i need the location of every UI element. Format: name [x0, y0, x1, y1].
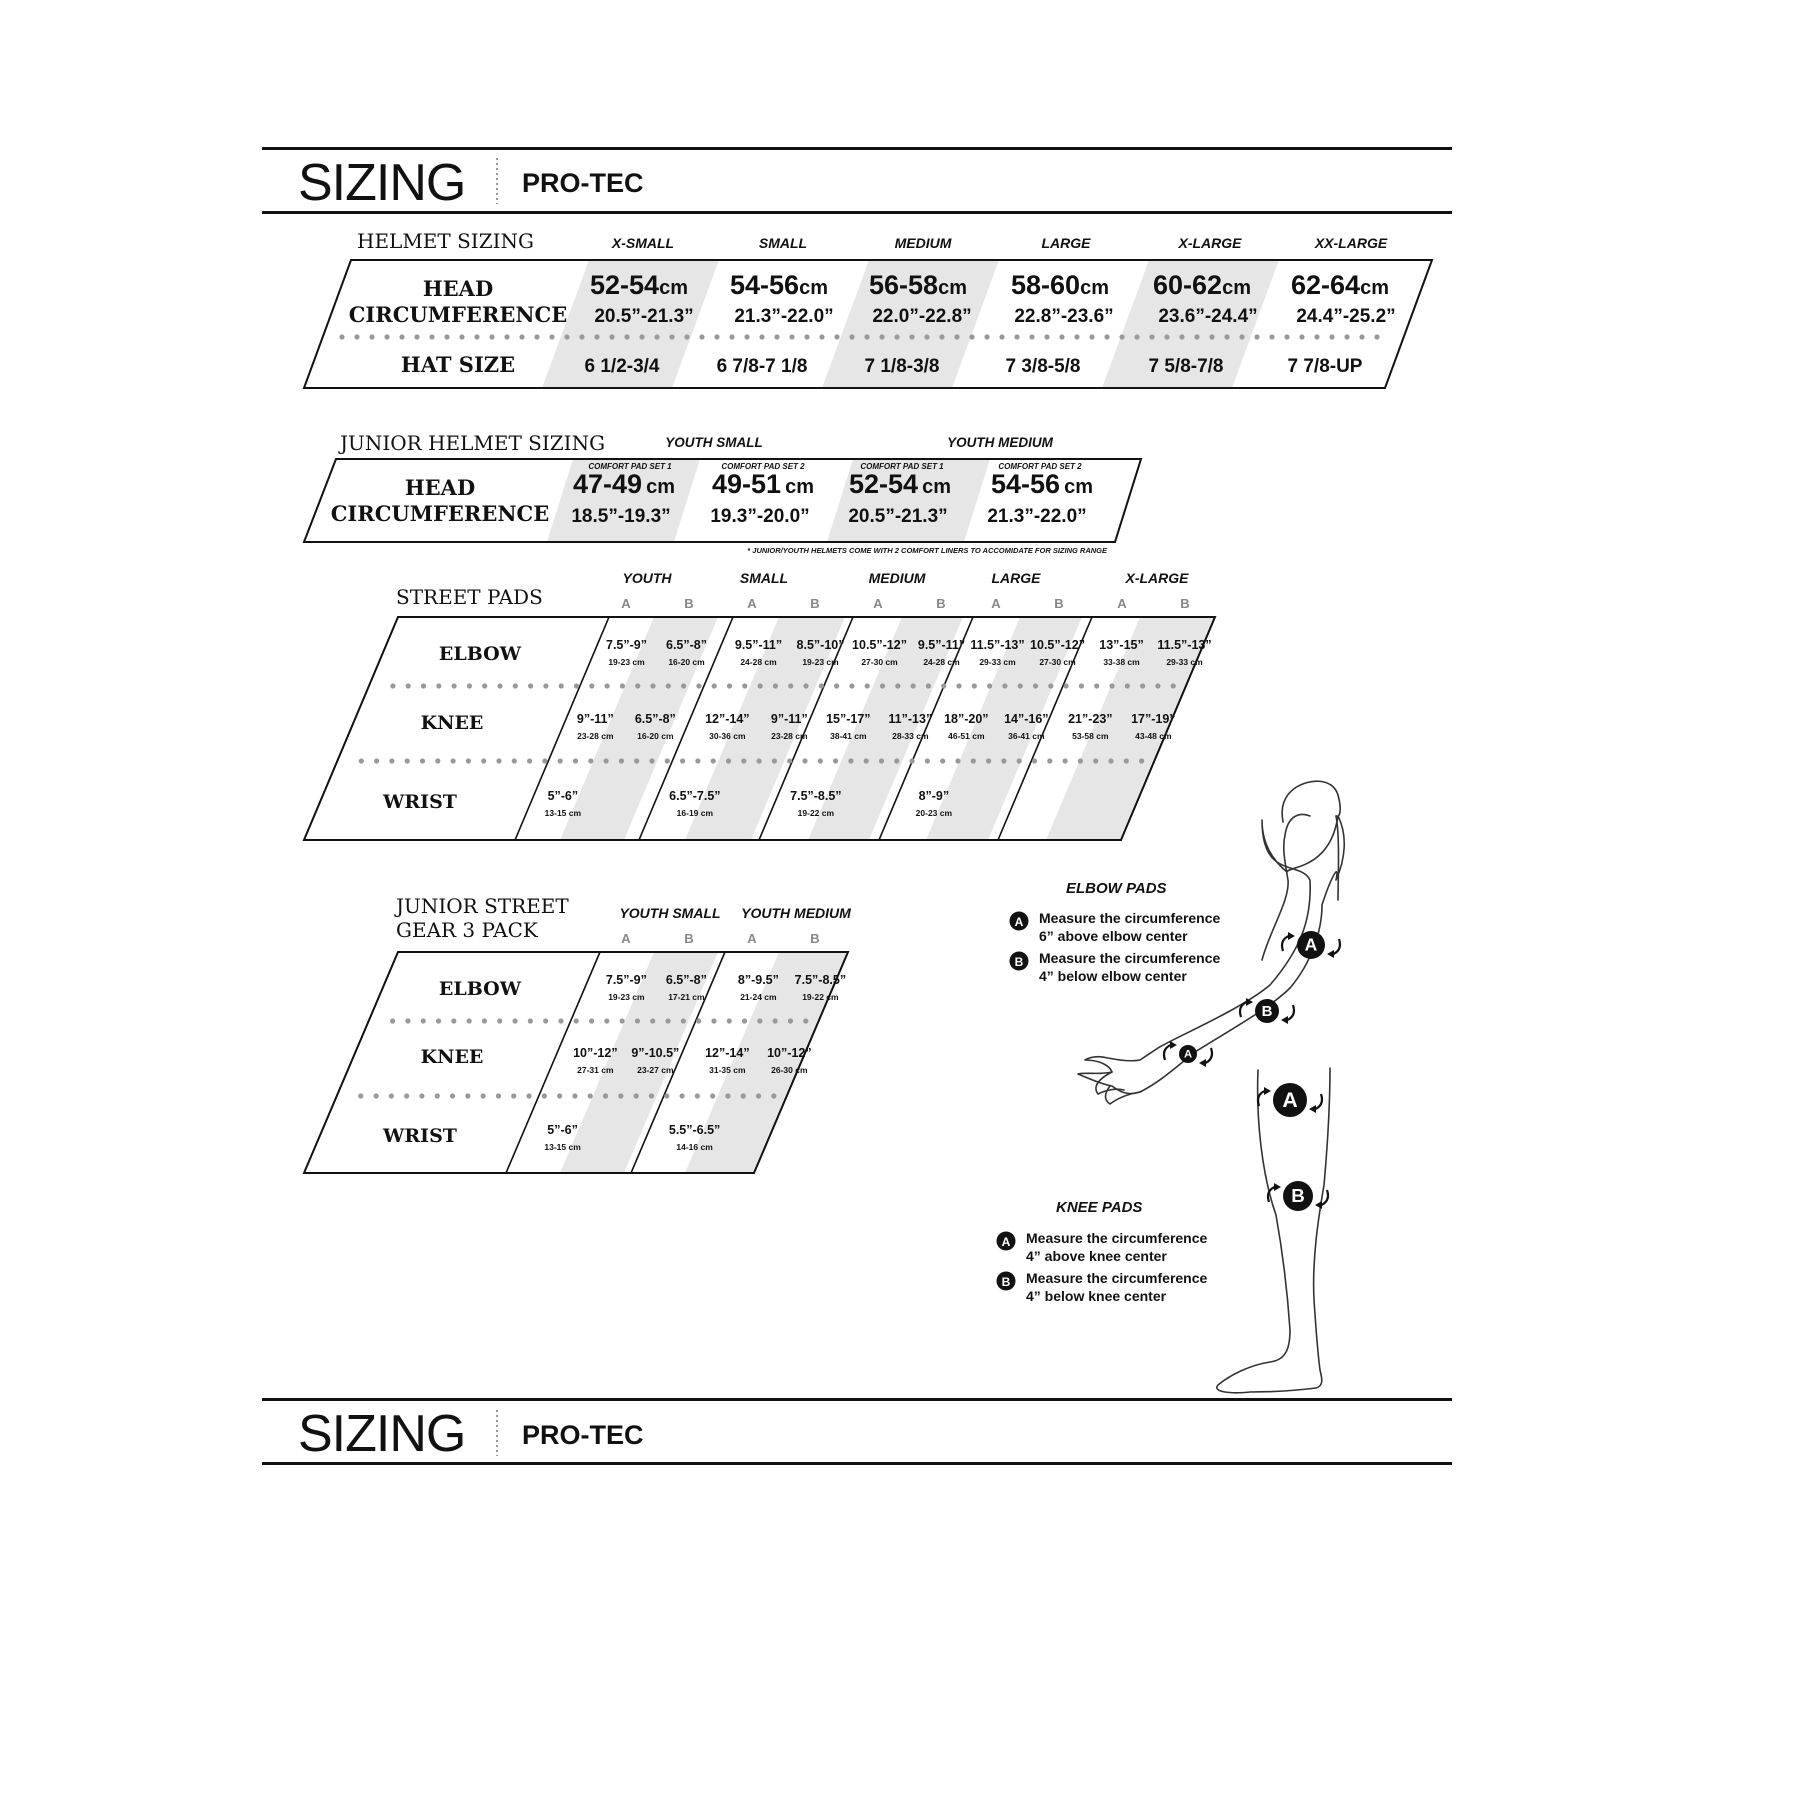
- badge-letter: A: [1183, 1048, 1193, 1061]
- helmet-cm-unit: cm: [659, 277, 688, 299]
- elbow-guide-title: ELBOW PADS: [1066, 880, 1167, 897]
- street-pads-elbow-cm: 24-28 cm: [923, 657, 960, 667]
- header-logo: PRO-TEC: [522, 168, 644, 198]
- badge-letter: A: [1014, 915, 1024, 929]
- elbow-guide-a-line1: Measure the circumference: [1039, 910, 1221, 926]
- comfort-pad-label: COMFORT PAD SET 2: [998, 462, 1082, 471]
- leg-outline-icon: [1217, 1068, 1330, 1393]
- street-pads-wrist-cm: 16-19 cm: [676, 808, 714, 818]
- junior-street-elbow-cm: 21-24 cm: [740, 992, 777, 1002]
- knee-guide-b-line1: Measure the circumference: [1026, 1270, 1208, 1286]
- helmet-hat-size: 7 5/8-7/8: [1148, 356, 1224, 377]
- elbow-guide-b-line1: Measure the circumference: [1039, 950, 1221, 966]
- street-pads-col-b-label: B: [936, 596, 946, 611]
- junior-street-title-b: GEAR 3 PACK: [396, 918, 538, 942]
- badge-letter: B: [1261, 1002, 1273, 1020]
- street-pads-knee-inch: 6.5”-8”: [634, 712, 676, 726]
- junior-street-wrist-cm: 14-16 cm: [676, 1142, 713, 1152]
- junior-helmet-cm-range: 52-54: [849, 469, 919, 499]
- street-pads-elbow-inch: 10.5”-12”: [852, 638, 907, 652]
- street-pads-elbow-inch: 9.5”-11”: [734, 638, 783, 652]
- helmet-cm-range: 56-58: [869, 270, 939, 300]
- street-pads-knee-cm: 36-41 cm: [1008, 731, 1045, 741]
- junior-helmet-label-b: CIRCUMFERENCE: [330, 501, 550, 526]
- junior-street-elbow-inch: 7.5”-8.5”: [794, 973, 847, 987]
- helmet-size-header: X-LARGE: [1178, 235, 1242, 251]
- badge-letter: A: [1001, 1235, 1011, 1249]
- junior-street-wrist-cm: 13-15 cm: [544, 1142, 581, 1152]
- badge-letter: A: [1304, 934, 1318, 955]
- knee-guide: [997, 1199, 1208, 1304]
- street-pads-knee-inch: 9”-11”: [576, 712, 614, 726]
- helmet-cm-unit: cm: [1222, 277, 1251, 299]
- street-pads-knee-cm: 30-36 cm: [709, 731, 746, 741]
- junior-street-elbow-cm: 19-22 cm: [802, 992, 839, 1002]
- junior-helmet-cm-unit: cm: [785, 476, 814, 498]
- junior-helmet-section: [304, 431, 1141, 555]
- junior-helmet-cm-range: 54-56: [991, 469, 1061, 499]
- street-pads-elbow-cm: 33-38 cm: [1103, 657, 1140, 667]
- helmet-cm-unit: cm: [799, 277, 828, 299]
- street-pads-knee-inch: 18”-20”: [944, 712, 989, 726]
- arm-badge-a-icon: [1282, 931, 1340, 959]
- street-pads-wrist-inch: 8”-9”: [918, 789, 950, 803]
- street-pads-knee-cm: 16-20 cm: [637, 731, 674, 741]
- street-pads-knee-cm: 38-41 cm: [830, 731, 867, 741]
- junior-street-knee-cm: 23-27 cm: [637, 1065, 674, 1075]
- junior-street-knee-inch: 10”-12”: [767, 1046, 812, 1060]
- helmet-row2-label: HAT SIZE: [400, 352, 516, 377]
- street-pads-elbow-cm: 29-33 cm: [1166, 657, 1203, 667]
- junior-helmet-inch-range: 21.3”-22.0”: [987, 506, 1087, 527]
- street-pads-row-label: KNEE: [420, 712, 484, 734]
- street-pads-elbow-cm: 27-30 cm: [1039, 657, 1076, 667]
- knee-guide-b-line2: 4” below knee center: [1026, 1288, 1167, 1304]
- junior-helmet-title: JUNIOR HELMET SIZING: [340, 431, 606, 455]
- helmet-row1-label-a: HEAD: [422, 276, 494, 301]
- junior-street-row-label: KNEE: [420, 1046, 484, 1068]
- street-pads-elbow-cm: 16-20 cm: [668, 657, 705, 667]
- street-pads-section: [304, 570, 1215, 840]
- helmet-size-header: X-SMALL: [611, 235, 675, 251]
- knee-guide-a-line2: 4” above knee center: [1026, 1248, 1167, 1264]
- street-pads-elbow-cm: 19-23 cm: [608, 657, 645, 667]
- junior-street-col-b-label: B: [810, 931, 820, 946]
- junior-helmet-inch-range: 20.5”-21.3”: [848, 506, 948, 527]
- helmet-title: HELMET SIZING: [357, 229, 534, 253]
- helmet-cm-value: [1011, 270, 1109, 300]
- junior-helmet-cm-value: [712, 469, 814, 499]
- street-pads-col-b-label: B: [1054, 596, 1064, 611]
- junior-street-elbow-cm: 19-23 cm: [608, 992, 645, 1002]
- street-pads-col-a-label: A: [991, 596, 1001, 611]
- street-pads-col-b-label: B: [810, 596, 820, 611]
- junior-street-wrist-inch: 5.5”-6.5”: [668, 1123, 721, 1137]
- knee-guide-item-a: [997, 1230, 1208, 1264]
- helmet-inch-range: 21.3”-22.0”: [734, 306, 834, 327]
- helmet-hat-size: 6 1/2-3/4: [584, 356, 660, 377]
- helmet-cm-range: 54-56: [730, 270, 800, 300]
- street-pads-knee-cm: 43-48 cm: [1135, 731, 1172, 741]
- helmet-size-header: SMALL: [758, 235, 808, 251]
- junior-street-elbow-cm: 17-21 cm: [668, 992, 705, 1002]
- street-pads-elbow-cm: 24-28 cm: [740, 657, 777, 667]
- street-pads-col-b-label: B: [684, 596, 694, 611]
- helmet-cm-value: [1291, 270, 1389, 300]
- junior-street-knee-inch: 12”-14”: [705, 1046, 750, 1060]
- junior-helmet-label-a: HEAD: [404, 475, 476, 500]
- top-header: [262, 147, 1452, 214]
- street-pads-title: STREET PADS: [396, 585, 543, 609]
- junior-helmet-inch-range: 19.3”-20.0”: [710, 506, 810, 527]
- helmet-inch-range: 22.0”-22.8”: [872, 306, 972, 327]
- street-pads-elbow-inch: 11.5”-13”: [1157, 638, 1212, 652]
- street-pads-elbow-inch: 10.5”-12”: [1030, 638, 1085, 652]
- helmet-cm-value: [730, 270, 828, 300]
- street-pads-knee-inch: 15”-17”: [826, 712, 871, 726]
- street-pads-wrist-cm: 20-23 cm: [915, 808, 953, 818]
- junior-street-elbow-inch: 8”-9.5”: [737, 973, 779, 987]
- knee-badge-a-icon: [1258, 1083, 1322, 1117]
- helmet-size-header: XX-LARGE: [1314, 235, 1388, 251]
- helmet-cm-range: 62-64: [1291, 270, 1361, 300]
- helmet-sizing-section: [304, 229, 1432, 388]
- junior-street-knee-cm: 26-30 cm: [771, 1065, 808, 1075]
- comfort-pad-label: COMFORT PAD SET 1: [588, 462, 672, 471]
- helmet-size-header: MEDIUM: [894, 235, 952, 251]
- helmet-inch-range: 20.5”-21.3”: [594, 306, 694, 327]
- junior-street-row-label: ELBOW: [438, 978, 522, 1000]
- elbow-guide-a-line2: 6” above elbow center: [1039, 928, 1188, 944]
- badge-letter: B: [1291, 1185, 1305, 1206]
- street-pads-knee-cm: 28-33 cm: [892, 731, 929, 741]
- helmet-cm-unit: cm: [1360, 277, 1389, 299]
- street-pads-elbow-inch: 9.5”-11”: [917, 638, 966, 652]
- badge-letter: B: [1001, 1275, 1011, 1289]
- comfort-pad-label: COMFORT PAD SET 2: [721, 462, 805, 471]
- street-pads-knee-cm: 23-28 cm: [771, 731, 808, 741]
- helmet-inch-range: 24.4”-25.2”: [1296, 306, 1396, 327]
- street-pads-col-a-label: A: [621, 596, 631, 611]
- junior-helmet-cm-range: 49-51: [712, 469, 782, 499]
- street-pads-col-a-label: A: [747, 596, 757, 611]
- street-pads-wrist-cm: 13-15 cm: [544, 808, 582, 818]
- helmet-hat-size: 7 7/8-UP: [1287, 356, 1363, 377]
- header-title: SIZING: [298, 154, 466, 212]
- comfort-pad-label: COMFORT PAD SET 1: [860, 462, 944, 471]
- street-pads-wrist-inch: 6.5”-7.5”: [669, 789, 721, 803]
- helmet-cm-range: 60-62: [1153, 270, 1223, 300]
- street-pads-elbow-inch: 13”-15”: [1099, 638, 1144, 652]
- knee-guide-item-b: [997, 1270, 1208, 1304]
- junior-street-knee-inch: 10”-12”: [573, 1046, 618, 1060]
- street-pads-wrist-inch: 7.5”-8.5”: [790, 789, 842, 803]
- junior-helmet-group-header: YOUTH MEDIUM: [947, 435, 1053, 450]
- junior-street-size-header: YOUTH MEDIUM: [741, 905, 851, 921]
- street-pads-elbow-cm: 29-33 cm: [979, 657, 1016, 667]
- elbow-guide-item-a: [1010, 910, 1221, 944]
- footer-title: SIZING: [298, 1405, 466, 1463]
- street-pads-row-label: ELBOW: [438, 643, 522, 665]
- badge-letter: B: [1014, 955, 1024, 969]
- street-pads-row-label: WRIST: [383, 791, 457, 813]
- street-pads-knee-cm: 46-51 cm: [948, 731, 985, 741]
- street-pads-size-header: X-LARGE: [1125, 570, 1189, 586]
- street-pads-wrist-inch: 5”-6”: [547, 789, 579, 803]
- street-pads-col-a-label: A: [873, 596, 883, 611]
- street-pads-elbow-inch: 6.5”-8”: [666, 638, 708, 652]
- street-pads-knee-inch: 9”-11”: [770, 712, 808, 726]
- helmet-cm-range: 58-60: [1011, 270, 1081, 300]
- junior-street-knee-cm: 31-35 cm: [709, 1065, 746, 1075]
- junior-helmet-cm-range: 47-49: [573, 469, 643, 499]
- junior-street-size-header: YOUTH SMALL: [619, 905, 721, 921]
- junior-helmet-cm-unit: cm: [1064, 476, 1093, 498]
- street-pads-knee-inch: 12”-14”: [705, 712, 750, 726]
- junior-street-section: [304, 894, 851, 1173]
- footer-logo: PRO-TEC: [522, 1420, 644, 1450]
- elbow-guide-item-b: [1010, 950, 1221, 984]
- street-pads-knee-inch: 14”-16”: [1004, 712, 1049, 726]
- street-pads-elbow-cm: 27-30 cm: [861, 657, 898, 667]
- junior-street-col-b-label: B: [684, 931, 694, 946]
- elbow-guide: [1010, 880, 1221, 984]
- junior-helmet-group-header: YOUTH SMALL: [665, 435, 763, 450]
- helmet-hat-size: 7 3/8-5/8: [1005, 356, 1081, 377]
- badge-letter: A: [1282, 1087, 1298, 1112]
- helmet-cm-unit: cm: [938, 277, 967, 299]
- street-pads-elbow-cm: 19-23 cm: [802, 657, 839, 667]
- street-pads-size-header: LARGE: [991, 570, 1041, 586]
- knee-guide-a-line1: Measure the circumference: [1026, 1230, 1208, 1246]
- helmet-inch-range: 23.6”-24.4”: [1158, 306, 1258, 327]
- street-pads-knee-inch: 17”-19”: [1131, 712, 1176, 726]
- helmet-hat-size: 6 7/8-7 1/8: [716, 356, 808, 377]
- junior-street-row-label: WRIST: [383, 1125, 457, 1147]
- street-pads-size-header: YOUTH: [622, 570, 672, 586]
- street-pads-col-a-label: A: [1117, 596, 1127, 611]
- junior-street-knee-cm: 27-31 cm: [577, 1065, 614, 1075]
- junior-street-knee-inch: 9”-10.5”: [631, 1046, 680, 1060]
- street-pads-knee-cm: 53-58 cm: [1072, 731, 1109, 741]
- helmet-inch-range: 22.8”-23.6”: [1014, 306, 1114, 327]
- helmet-cm-range: 52-54: [590, 270, 660, 300]
- helmet-cm-unit: cm: [1080, 277, 1109, 299]
- forearm-outline: [1096, 1072, 1140, 1104]
- street-pads-elbow-inch: 11.5”-13”: [970, 638, 1025, 652]
- helmet-hat-size: 7 1/8-3/8: [864, 356, 940, 377]
- junior-helmet-cm-value: [991, 469, 1093, 499]
- elbow-guide-b-line2: 4” below elbow center: [1039, 968, 1187, 984]
- wrist-badge-a-icon: [1164, 1041, 1212, 1067]
- street-pads-elbow-inch: 7.5”-9”: [606, 638, 648, 652]
- street-pads-size-header: MEDIUM: [868, 570, 926, 586]
- street-pads-knee-inch: 11”-13”: [888, 712, 933, 726]
- knee-badge-b-icon: [1268, 1181, 1328, 1211]
- street-pads-wrist-cm: 19-22 cm: [797, 808, 835, 818]
- junior-street-elbow-inch: 7.5”-9”: [605, 973, 647, 987]
- street-pads-col-b-label: B: [1180, 596, 1190, 611]
- shoulder-outline: [1282, 781, 1340, 822]
- junior-helmet-cm-unit: cm: [922, 476, 951, 498]
- street-pads-size-header: SMALL: [739, 570, 789, 586]
- helmet-size-header: LARGE: [1041, 235, 1091, 251]
- street-pads-knee-inch: 21”-23”: [1068, 712, 1113, 726]
- junior-street-col-a-label: A: [621, 931, 631, 946]
- street-pads-elbow-inch: 8.5”-10”: [796, 638, 845, 652]
- knee-guide-title: KNEE PADS: [1056, 1199, 1143, 1216]
- junior-helmet-inch-range: 18.5”-19.3”: [571, 506, 671, 527]
- junior-street-title-a: JUNIOR STREET: [396, 894, 569, 918]
- junior-street-col-a-label: A: [747, 931, 757, 946]
- street-pads-knee-cm: 23-28 cm: [577, 731, 614, 741]
- bottom-header: [262, 1398, 1452, 1465]
- junior-street-wrist-inch: 5”-6”: [547, 1123, 578, 1137]
- junior-helmet-footnote: * JUNIOR/YOUTH HELMETS COME WITH 2 COMFORT LINERS TO ACCOMIDATE FOR SIZING RANGE: [747, 546, 1107, 555]
- helmet-row1-label-b: CIRCUMFERENCE: [348, 302, 568, 327]
- junior-street-elbow-inch: 6.5”-8”: [665, 973, 707, 987]
- junior-helmet-cm-unit: cm: [646, 476, 675, 498]
